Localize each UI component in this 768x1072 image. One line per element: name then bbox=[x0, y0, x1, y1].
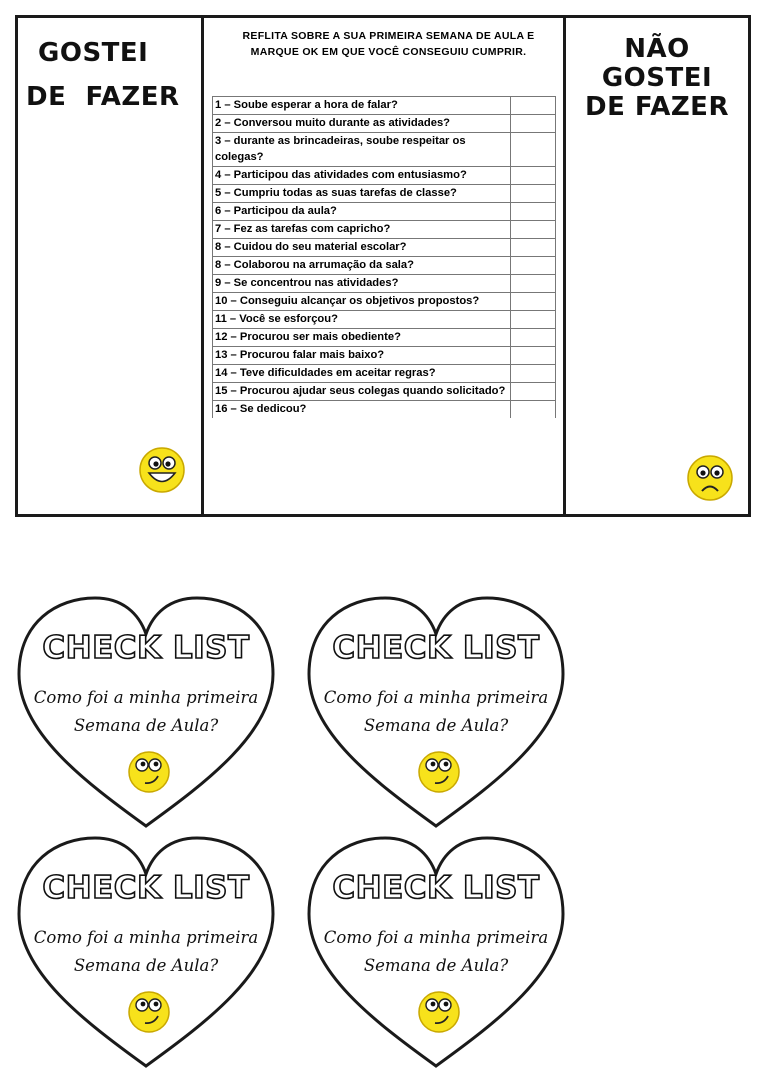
heart-question bbox=[15, 924, 277, 980]
question-row bbox=[213, 221, 556, 239]
question-row bbox=[213, 239, 556, 257]
thinking-smiley-icon bbox=[127, 990, 171, 1034]
heart-question-line2: Semana de Aula? bbox=[73, 716, 219, 735]
question-row bbox=[213, 329, 556, 347]
question-row bbox=[213, 347, 556, 365]
ok-checkbox-cell[interactable] bbox=[511, 167, 556, 185]
reflection-worksheet bbox=[15, 15, 751, 517]
question-row bbox=[213, 203, 556, 221]
ok-checkbox-cell[interactable] bbox=[511, 115, 556, 133]
question-row bbox=[213, 311, 556, 329]
question-row bbox=[213, 383, 556, 401]
heart-title: CHECK LIST bbox=[42, 870, 250, 906]
ok-checkbox-cell[interactable] bbox=[511, 221, 556, 239]
instructions-line1: REFLITA SOBRE A SUA PRIMEIRA SEMANA DE AULA E bbox=[242, 30, 535, 42]
disliked-title-line2: GOSTEI bbox=[601, 63, 713, 93]
question-row bbox=[213, 275, 556, 293]
thinking-smiley-icon bbox=[417, 750, 461, 794]
question-text: 1 – Soube esperar a hora de falar? bbox=[213, 97, 511, 115]
ok-checkbox-cell[interactable] bbox=[511, 275, 556, 293]
question-text: 2 – Conversou muito durante as atividades? bbox=[213, 115, 511, 133]
ok-checkbox-cell[interactable] bbox=[511, 239, 556, 257]
ok-checkbox-cell[interactable] bbox=[511, 401, 556, 419]
question-text: 13 – Procurou falar mais baixo? bbox=[213, 347, 511, 365]
heart-title: CHECK LIST bbox=[332, 630, 540, 666]
heart-question-line1: Como foi a minha primeira bbox=[33, 928, 259, 947]
ok-checkbox-cell[interactable] bbox=[511, 133, 556, 167]
heart-title: CHECK LIST bbox=[332, 870, 540, 906]
thinking-smiley-icon bbox=[417, 990, 461, 1034]
question-text: 8 – Cuidou do seu material escolar? bbox=[213, 239, 511, 257]
check-list-heart bbox=[15, 832, 277, 1072]
liked-column bbox=[18, 18, 204, 514]
ok-checkbox-cell[interactable] bbox=[511, 257, 556, 275]
question-row bbox=[213, 401, 556, 419]
disliked-title bbox=[566, 35, 748, 122]
heart-question-line1: Como foi a minha primeira bbox=[323, 688, 549, 707]
heart-title: CHECK LIST bbox=[42, 630, 250, 666]
question-text: 15 – Procurou ajudar seus colegas quando solicitado? bbox=[213, 383, 511, 401]
ok-checkbox-cell[interactable] bbox=[511, 329, 556, 347]
question-text: 4 – Participou das atividades com entusiasmo? bbox=[213, 167, 511, 185]
question-text: 10 – Conseguiu alcançar os objetivos propostos? bbox=[213, 293, 511, 311]
question-text: 16 – Se dedicou? bbox=[213, 401, 511, 419]
instructions bbox=[216, 28, 561, 60]
ok-checkbox-cell[interactable] bbox=[511, 311, 556, 329]
question-row bbox=[213, 293, 556, 311]
ok-checkbox-cell[interactable] bbox=[511, 365, 556, 383]
question-text: 6 – Participou da aula? bbox=[213, 203, 511, 221]
question-text: 8 – Colaborou na arrumação da sala? bbox=[213, 257, 511, 275]
disliked-title-line3: DE FAZER bbox=[585, 92, 729, 122]
disliked-title-line1: NÃO bbox=[624, 34, 690, 64]
question-text: 12 – Procurou ser mais obediente? bbox=[213, 329, 511, 347]
ok-checkbox-cell[interactable] bbox=[511, 383, 556, 401]
heart-question bbox=[305, 684, 567, 740]
question-text: 14 – Teve dificuldades em aceitar regras? bbox=[213, 365, 511, 383]
heart-question-line2: Semana de Aula? bbox=[73, 956, 219, 975]
question-text: 7 – Fez as tarefas com capricho? bbox=[213, 221, 511, 239]
frowning-smiley-icon bbox=[686, 454, 734, 502]
questions-table bbox=[212, 96, 556, 418]
instructions-line2: MARQUE OK EM QUE VOCÊ CONSEGUIU CUMPRIR. bbox=[250, 46, 527, 58]
question-text: 11 – Você se esforçou? bbox=[213, 311, 511, 329]
liked-title-line1: GOSTEI bbox=[38, 38, 149, 68]
heart-question bbox=[305, 924, 567, 980]
question-row bbox=[213, 115, 556, 133]
heart-question-line1: Como foi a minha primeira bbox=[33, 688, 259, 707]
disliked-column bbox=[563, 18, 748, 514]
check-list-heart bbox=[15, 592, 277, 832]
liked-title-line2: DE FAZER bbox=[26, 82, 180, 112]
grinning-smiley-icon bbox=[138, 446, 186, 494]
question-row bbox=[213, 97, 556, 115]
question-text: 5 – Cumpriu todas as suas tarefas de classe? bbox=[213, 185, 511, 203]
question-row bbox=[213, 365, 556, 383]
question-row bbox=[213, 185, 556, 203]
check-list-heart bbox=[305, 832, 567, 1072]
heart-question-line2: Semana de Aula? bbox=[363, 956, 509, 975]
ok-checkbox-cell[interactable] bbox=[511, 185, 556, 203]
question-row bbox=[213, 257, 556, 275]
question-text: 3 – durante as brincadeiras, soube respeitar os colegas? bbox=[213, 133, 511, 167]
ok-checkbox-cell[interactable] bbox=[511, 97, 556, 115]
question-row bbox=[213, 167, 556, 185]
ok-checkbox-cell[interactable] bbox=[511, 203, 556, 221]
question-row bbox=[213, 133, 556, 167]
heart-question-line1: Como foi a minha primeira bbox=[323, 928, 549, 947]
ok-checkbox-cell[interactable] bbox=[511, 293, 556, 311]
heart-question bbox=[15, 684, 277, 740]
ok-checkbox-cell[interactable] bbox=[511, 347, 556, 365]
check-list-heart bbox=[305, 592, 567, 832]
question-text: 9 – Se concentrou nas atividades? bbox=[213, 275, 511, 293]
heart-question-line2: Semana de Aula? bbox=[363, 716, 509, 735]
thinking-smiley-icon bbox=[127, 750, 171, 794]
